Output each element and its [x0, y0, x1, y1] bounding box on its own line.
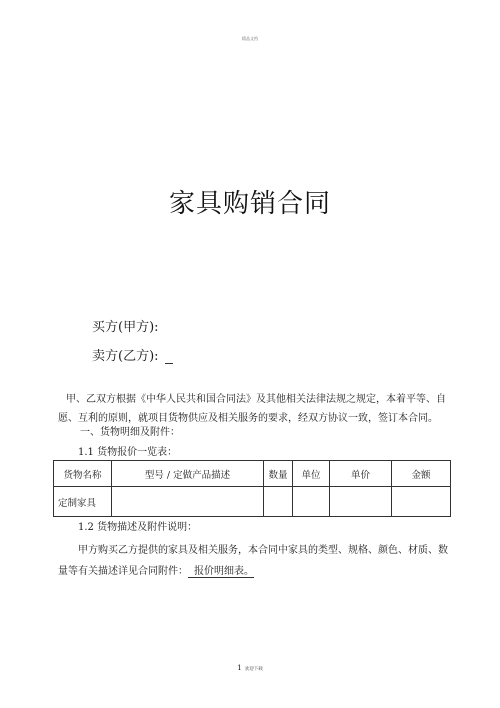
footer-note: 欢迎下载: [244, 667, 263, 672]
section1-1-heading: 1.1 货物报价一览表：: [78, 447, 178, 458]
seller-line: [92, 345, 173, 364]
document-title: 家具购销合同: [168, 189, 331, 219]
table-header-cell: 数量: [264, 461, 293, 487]
table-row: [54, 487, 451, 517]
attachment-reference: 报价明细表。: [188, 566, 254, 578]
table-cell: 定制家具: [54, 487, 112, 517]
table-cell: [264, 487, 293, 517]
table-cell: [112, 487, 264, 517]
table-cell: [293, 487, 330, 517]
table-cell: [330, 487, 392, 517]
intro-paragraph: 甲、乙双方根据《中华人民共和国合同法》及其他相关法律法规之规定，本着平等、自愿、互利的原则，就项目货物供应及相关服务的要求，经双方协议一致，签订本合同。: [58, 394, 446, 424]
table-header-cell: 型号 / 定做产品描述: [112, 461, 264, 487]
section1-heading: 一、货物明细及附件：: [80, 427, 180, 438]
seller-label: 卖方(乙方):: [92, 349, 159, 364]
table-cell: [392, 487, 451, 517]
header-mark: 精品文档: [242, 36, 258, 41]
table-header-cell: 单价: [330, 461, 392, 487]
seller-blank: [165, 351, 173, 364]
buyer-label: 买方(甲方):: [92, 320, 159, 335]
page-number: 1: [237, 664, 242, 672]
table-header-cell: 金额: [392, 461, 451, 487]
page-footer: [0, 664, 500, 672]
table-header-row: [54, 461, 451, 487]
section1-2-heading: 1.2 货物描述及附件说明：: [78, 522, 198, 533]
table-header-cell: 单位: [293, 461, 330, 487]
table-header-cell: 货物名称: [54, 461, 112, 487]
description-text: 甲方购买乙方提供的家具及相关服务，本合同中家具的类型、规格、颜色、材质、数量等有关描述详见合同附件：: [58, 545, 448, 577]
quote-table: [53, 460, 451, 517]
description-paragraph: [58, 540, 450, 582]
